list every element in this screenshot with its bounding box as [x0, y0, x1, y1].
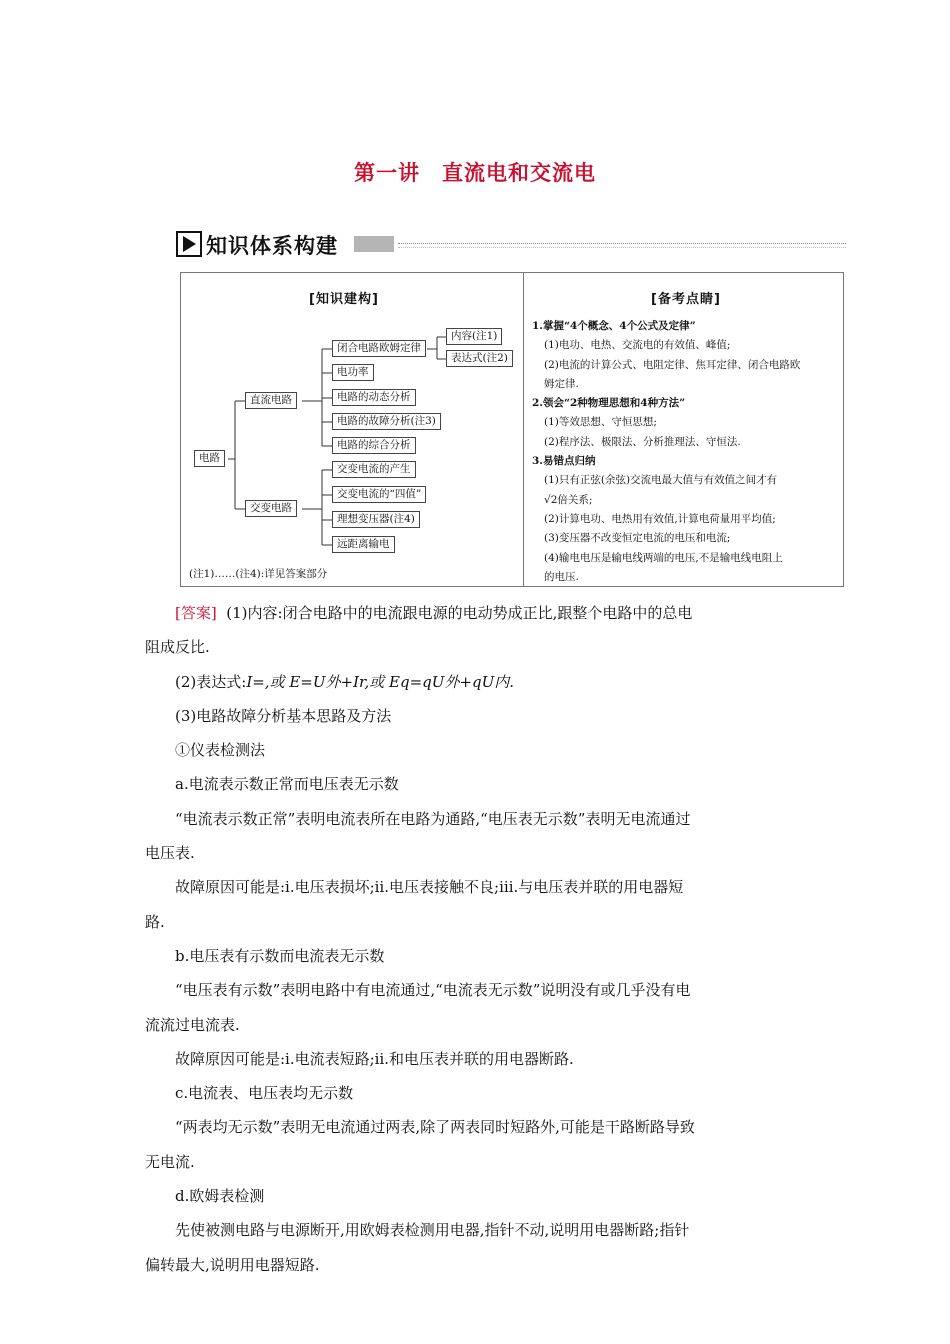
answer-line: 路.: [145, 912, 165, 931]
dc-item-node: 电路的综合分析: [332, 437, 416, 454]
section-decoration: [354, 236, 394, 252]
answer-line: 流流过电流表.: [145, 1015, 240, 1034]
mind-map: [181, 273, 523, 588]
play-arrow-icon: [176, 231, 202, 257]
answer-line: “电流表示数正常”表明电流表所在电路为通路,“电压表无示数”表明无电流通过: [175, 809, 691, 828]
exam-tip-line: (2)电流的计算公式、电阻定律、焦耳定律、闭合电路欧: [544, 358, 801, 371]
ac-item-node: 远距离输电: [332, 536, 395, 553]
ac-item-node: 交变电流的产生: [332, 461, 416, 478]
answer-line: (2)表达式:: [175, 672, 247, 691]
answer-line: 电压表.: [145, 844, 195, 863]
ac-circuit-node: 交变电路: [245, 500, 297, 517]
page-title: [0, 157, 950, 187]
answer-line: “电压表有示数”表明电路中有电流通过,“电流表无示数”说明没有或几乎没有电: [175, 981, 691, 1000]
dc-item-node: 电路的动态分析: [332, 389, 416, 406]
title-topic: 直流电和交流电: [442, 161, 596, 185]
ac-item-node: 理想变压器(注4): [332, 511, 420, 528]
dc-circuit-node: 直流电路: [245, 392, 297, 409]
answer-line: 故障原因可能是:ⅰ.电流表短路;ⅱ.和电压表并联的用电器断路.: [175, 1049, 574, 1068]
answer-line: “两表均无示数”表明无电流通过两表,除了两表同时短路外,可能是干路断路导致: [175, 1118, 695, 1137]
answer-section: [145, 596, 810, 1282]
dc-item-node: 闭合电路欧姆定律: [332, 340, 426, 357]
exam-tip-line: 姆定律.: [544, 377, 579, 390]
answer-line: (1)内容:闭合电路中的电流跟电源的电动势成正比,跟整个电路中的总电: [226, 604, 693, 622]
exam-tip-line: (2)程序法、极限法、分析推理法、守恒法.: [544, 435, 741, 448]
exam-tip-line: (2)计算电功、电热用有效值,计算电荷量用平均值;: [544, 512, 776, 525]
section-label: 知识体系构建: [206, 234, 338, 258]
answer-line: 偏转最大,说明用电器短路.: [145, 1255, 320, 1274]
knowledge-table: [180, 272, 844, 587]
answer-line: 无电流.: [145, 1152, 195, 1171]
table-divider: [523, 273, 524, 586]
ohm-expression-node: 表达式(注2): [446, 350, 513, 367]
exam-tip-line: 2.领会“2种物理思想和4种方法”: [532, 397, 686, 410]
footnote: (注1)……(注4):详见答案部分: [189, 568, 328, 580]
section-rule-secondary: [398, 247, 846, 248]
exam-tips-list: [532, 317, 842, 587]
exam-tip-line: (1)等效思想、守恒思想;: [544, 416, 657, 429]
root-node: 电路: [194, 450, 225, 467]
answer-tag: [答案]: [175, 604, 217, 622]
answer-line: ①仪表检测法: [175, 741, 266, 760]
exam-tip-line: 的电压.: [544, 570, 579, 583]
exam-tip-line: 1.掌握“4个概念、4个公式及定律”: [532, 320, 696, 332]
exam-tip-line: (4)输电电压是输电线两端的电压,不是输电线电阻上: [544, 551, 783, 564]
exam-tip-line: (1)只有正弦(余弦)交流电最大值与有效值之间才有: [544, 474, 778, 487]
section-rule: [398, 243, 846, 244]
title-lecture: 第一讲: [354, 161, 420, 185]
ohm-content-node: 内容(注1): [446, 328, 502, 345]
dc-item-node: 电路的故障分析(注3): [332, 413, 441, 430]
answer-line: d.欧姆表检测: [175, 1187, 265, 1206]
answer-line: c.电流表、电压表均无示数: [175, 1084, 354, 1103]
answer-line: 先使被测电路与电源断开,用欧姆表检测用电器,指针不动,说明用电器断路;指针: [175, 1221, 690, 1240]
answer-line: b.电压表有示数而电流表无示数: [175, 946, 385, 965]
answer-line: 阻成反比.: [145, 638, 210, 657]
knowledge-heading: [知识建构]: [309, 292, 379, 307]
exam-tip-line: (1)电功、电热、交流电的有效值、峰值;: [544, 339, 731, 352]
answer-line: a.电流表示数正常而电压表无示数: [175, 775, 399, 794]
dc-item-node: 电功率: [332, 364, 374, 381]
answer-line: 故障原因可能是:ⅰ.电压表损坏;ⅱ.电压表接触不良;ⅲ.与电压表并联的用电器短: [175, 878, 684, 897]
exam-tip-line: (3)变压器不改变恒定电流的电压和电流;: [544, 532, 731, 545]
exam-tip-line: 3.易错点归纳: [532, 455, 596, 468]
exam-tips-heading: [备考点睛]: [651, 292, 721, 307]
section-header: [176, 228, 846, 260]
exam-tip-line: √2倍关系;: [544, 493, 593, 506]
formula: I=,或 E=U外+Ir,或 Eq=qU外+qU内.: [246, 672, 514, 691]
answer-line: (3)电路故障分析基本思路及方法: [175, 706, 392, 725]
ac-item-node: 交变电流的“四值”: [332, 486, 426, 503]
